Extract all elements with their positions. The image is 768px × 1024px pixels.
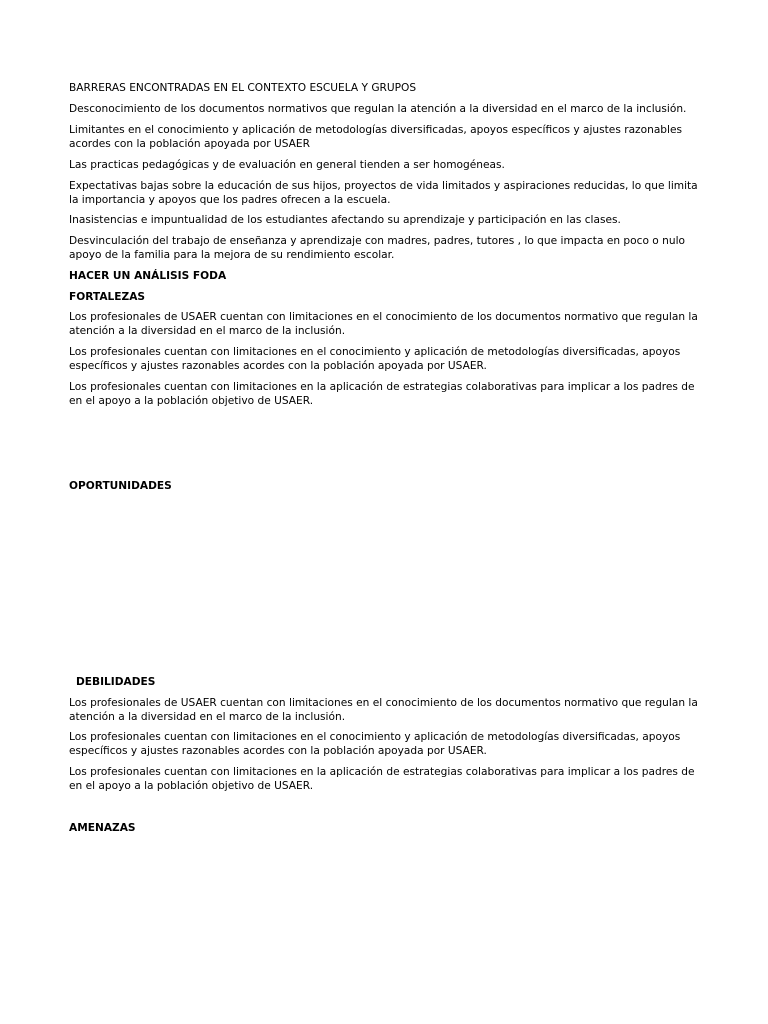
fortalezas-heading: FORTALEZAS	[69, 291, 146, 303]
barreras-title: BARRERAS ENCONTRADAS EN EL CONTEXTO ESCUELA Y GRUPOS	[69, 82, 417, 94]
barreras-item: Expectativas bajas sobre la educación de sus hijos, proyectos de vida limitados y aspiraciones reducidas, lo que limita la importancia y apoyos que los padres ofrecen a la escuela.	[69, 180, 698, 206]
oportunidades-heading: OPORTUNIDADES	[69, 480, 172, 492]
fortalezas-item: Los profesionales de USAER cuentan con limitaciones en el conocimiento de los documentos normativo que regulan la atención a la diversidad en el marco de la inclusión.	[69, 311, 698, 337]
barreras-item: Las practicas pedagógicas y de evaluación en general tienden a ser homogéneas.	[69, 159, 505, 171]
debilidades-heading: DEBILIDADES	[76, 676, 156, 688]
barreras-item: Desconocimiento de los documentos normativos que regulan la atención a la diversidad en el marco de la inclusión.	[69, 103, 687, 115]
fortalezas-item: Los profesionales cuentan con limitaciones en la aplicación de estrategias colaborativas para implicar a los padres de en el apoyo a la población objetivo de USAER.	[69, 381, 695, 407]
barreras-item: Desvinculación del trabajo de enseñanza y aprendizaje con madres, padres, tutores , lo que impacta en poco o nulo apoyo de la familia para la mejora de su rendimiento escolar.	[69, 235, 685, 261]
debilidades-item: Los profesionales cuentan con limitaciones en el conocimiento y aplicación de metodologías diversificadas, apoyos específicos y ajustes razonables acordes con la población apoyada por USAER.	[69, 731, 681, 757]
barreras-item: Inasistencias e impuntualidad de los estudiantes afectando su aprendizaje y participación en las clases.	[69, 214, 621, 226]
debilidades-item: Los profesionales de USAER cuentan con limitaciones en el conocimiento de los documentos normativo que regulan la atención a la diversidad en el marco de la inclusión.	[69, 697, 698, 723]
foda-title: HACER UN ANÁLISIS FODA	[69, 270, 227, 282]
barreras-item: Limitantes en el conocimiento y aplicación de metodologías diversificadas, apoyos específicos y ajustes razonables acordes con la población apoyada por USAER	[69, 124, 683, 150]
fortalezas-item: Los profesionales cuentan con limitaciones en el conocimiento y aplicación de metodologías diversificadas, apoyos específicos y ajustes razonables acordes con la población apoyada por USAER.	[69, 346, 681, 372]
debilidades-item: Los profesionales cuentan con limitaciones en la aplicación de estrategias colaborativas para implicar a los padres de en el apoyo a la población objetivo de USAER.	[69, 766, 695, 792]
amenazas-heading: AMENAZAS	[69, 822, 136, 834]
